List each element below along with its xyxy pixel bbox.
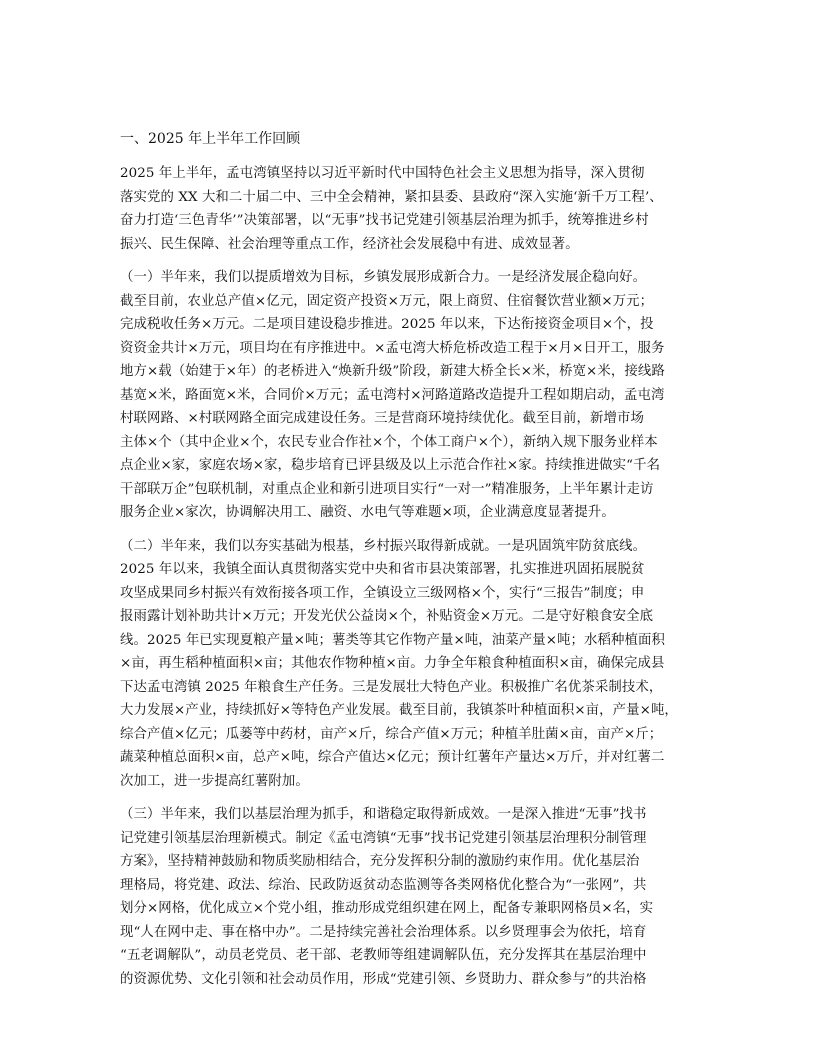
- paragraph-line: 2025 年以来，我镇全面认真贯彻落实党中央和省市县决策部署，扎实推进巩固拓展脱贫: [120, 562, 645, 577]
- paragraph-line: 下达孟屯湾镇 2025 年粮食生产任务。三是发展壮大特色产业。积极推广名优茶采制技术，: [120, 679, 663, 695]
- paragraph-line: 落实党的 XX 大和二十届二中、三中全会精神，紧扣县委、县政府“深入实施‘新千万工程’、: [120, 189, 663, 205]
- paragraph: [120, 266, 700, 525]
- paragraph-line: 大力发展×产业，持续抓好×等特色产业发展。截至目前，我镇茶叶种植面积×亩，产量×吨，: [120, 703, 678, 718]
- paragraph-line: ×亩，再生稻种植面积×亩；其他农作物种植×亩。力争全年粮食种植面积×亩，确保完成县: [120, 656, 665, 671]
- paragraph-line: 综合产值×亿元；瓜蒌等中药材，亩产×斤，综合产值×万元；种植羊肚菌×亩，亩产×斤；: [120, 726, 663, 742]
- paragraph: [120, 803, 700, 991]
- paragraph-line: 划分×网格，优化成立×个党小组，推动形成党组织建在网上，配备专兼职网格员×名，实: [120, 901, 654, 916]
- paragraph-line: 线。2025 年已实现夏粮产量×吨；薯类等其它作物产量×吨，油菜产量×吨；水稻种植面积: [120, 632, 665, 648]
- paragraph-line: （三）半年来，我们以基层治理为抓手，和谐稳定取得新成效。一是深入推进“无事”找书: [120, 807, 647, 822]
- paragraph-line: （二）半年来，我们以夯实基础为根基，乡村振兴取得新成就。一是巩固筑牢防贫底线。: [120, 538, 647, 554]
- paragraph: [120, 162, 700, 256]
- paragraph-container: [120, 162, 700, 991]
- section-heading: 一、2025 年上半年工作回顾: [120, 131, 301, 147]
- paragraph-line: 报雨露计划补助共计×万元；开发光伏公益岗×个，补贴资金×万元。二是守好粮食安全底: [120, 609, 654, 624]
- paragraph-line: 振兴、民生保障、社会治理等重点工作，经济社会发展稳中有进、成效显著。: [120, 236, 579, 252]
- paragraph-line: 攻坚成果同乡村振兴有效衔接各项工作，全镇设立三级网格×个，实行“三报告”制度；申: [120, 585, 645, 601]
- paragraph-line: 完成税收任务×万元。二是项目建设稳步推进。2025 年以来，下达衔接资金项目×个，投: [120, 317, 654, 332]
- paragraph-line: 的资源优势、文化引领和社会动员作用，形成“党建引领、乡贤助力、群众参与”的共治格: [120, 971, 647, 987]
- paragraph-line: （一）半年来，我们以提质增效为目标，乡镇发展形成新合力。一是经济发展企稳向好。: [120, 270, 647, 285]
- paragraph-line: 点企业×家，家庭农场×家，稳步培育已评县级及以上示范合作社×家。持续推进做实“千名: [120, 458, 661, 473]
- paragraph-line: 方案》，坚持精神鼓励和物质奖励相结合，充分发挥积分制的激励约束作用。优化基层治: [120, 854, 640, 869]
- paragraph-line: 2025 年上半年，孟屯湾镇坚持以习近平新时代中国特色社会主义思想为指导，深入贯彻: [120, 166, 645, 181]
- paragraph: [120, 535, 700, 794]
- paragraph-line: 资资金共计×万元，项目均在有序推进中。×孟屯湾大桥危桥改造工程于×月×日开工，服务: [120, 340, 665, 356]
- paragraph-line: 现“人在网中走、事在格中办”。二是持续完善社会治理体系。以乡贤理事会为依托，培育: [120, 924, 647, 940]
- paragraph-line: 地方×载（始建于×年）的老桥进入“焕新升级”阶段，新建大桥全长×米，桥宽×米，接线路: [120, 364, 665, 379]
- paragraph-line: “五老调解队”，动员老党员、老干部、老教师等组建调解队伍，充分发挥其在基层治理中: [120, 948, 647, 963]
- paragraph-line: 理格局，将党建、政法、综治、民政防返贫动态监测等各类网格优化整合为“一张网”，共: [120, 877, 647, 893]
- paragraph-line: 服务企业×家次，协调解决用工、融资、水电气等难题×项，企业满意度显著提升。: [120, 505, 615, 520]
- paragraph-line: 记党建引领基层治理新模式。制定《孟屯湾镇“无事”找书记党建引领基层治理积分制管理: [120, 830, 647, 846]
- paragraph-line: 蔬菜种植总面积×亩，总产×吨，综合产值达×亿元；预计红薯年产量达×万斤，并对红薯二: [120, 750, 665, 765]
- paragraph-line: 基宽×米，路面宽×米，合同价×万元；孟屯湾村×河路道路改造提升工程如期启动，孟屯湾: [120, 387, 665, 403]
- paragraph-line: 奋力打造‘三色青华’”决策部署，以“无事”找书记党建引领基层治理为抓手，统筹推进乡村: [120, 213, 649, 228]
- paragraph-line: 村联网路、×村联网路全面完成建设任务。三是营商环境持续优化。截至目前，新增市场: [120, 411, 644, 426]
- paragraph-line: 截至目前，农业总产值×亿元，固定资产投资×万元，限上商贸、住宿餐饮营业额×万元；: [120, 293, 654, 309]
- document-body: [120, 127, 700, 1001]
- paragraph-line: 次加工，进一步提高红薯附加。: [120, 773, 309, 789]
- paragraph-line: 干部联万企”包联机制，对重点企业和新引进项目实行“一对一”精准服务，上半年累计走访: [120, 481, 654, 497]
- paragraph-line: 主体×个（其中企业×个，农民专业合作社×个，个体工商户×个），新纳入规下服务业样本: [120, 434, 658, 450]
